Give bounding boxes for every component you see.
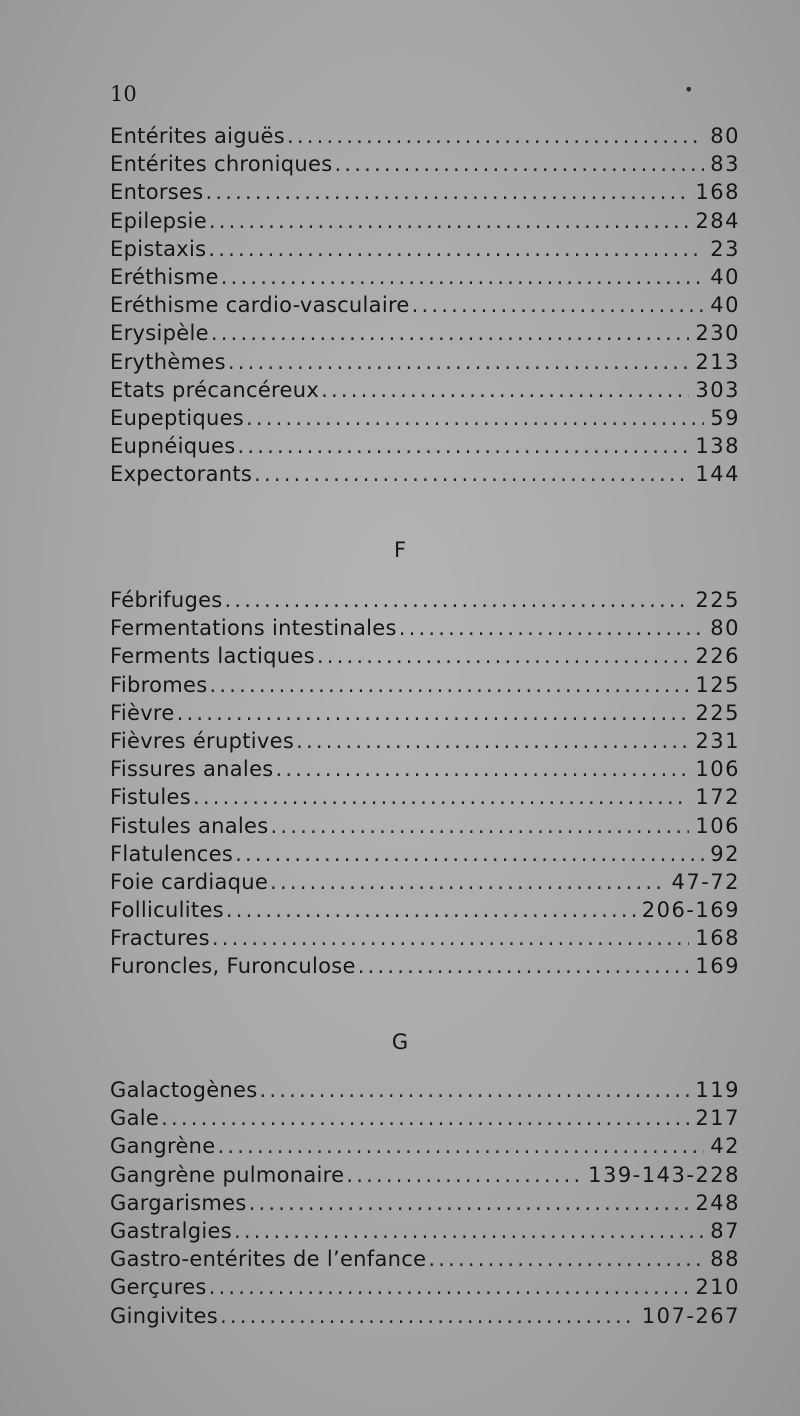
entry-pages: 225 [695, 588, 740, 612]
entry-pages: 23 [710, 236, 740, 261]
index-entry [110, 152, 740, 180]
index-entry [110, 954, 740, 982]
entry-term: Gale [110, 1106, 160, 1131]
leader-dots [208, 237, 704, 261]
entry-pages: 59 [710, 405, 740, 430]
entry-pages: 119 [695, 1078, 740, 1102]
entry-pages: 87 [710, 1218, 740, 1243]
leader-dots [235, 842, 704, 866]
entry-term: Gargarismes [110, 1190, 247, 1215]
entry-pages: 168 [695, 926, 740, 951]
index-entry [110, 814, 740, 842]
entry-term: Fièvres éruptives [110, 728, 295, 753]
index-entry [110, 1219, 740, 1247]
entry-term: Eupeptiques [110, 405, 245, 430]
index-entry [110, 1247, 740, 1275]
entry-pages: 80 [710, 616, 740, 641]
index-entry [110, 350, 740, 378]
entry-term: Gangrène pulmonaire [110, 1162, 345, 1187]
leader-dots [260, 1078, 690, 1102]
leader-dots [220, 1304, 636, 1328]
leader-dots [287, 124, 704, 148]
entry-pages: 172 [695, 785, 740, 810]
leader-dots [234, 1219, 704, 1243]
leader-dots [399, 616, 705, 640]
leader-dots [335, 152, 705, 176]
entry-pages: 92 [710, 841, 740, 866]
leader-dots [209, 209, 689, 233]
leader-dots [270, 870, 665, 894]
entry-pages: 47-72 [671, 869, 740, 894]
entry-pages: 40 [710, 264, 740, 289]
entry-term: Gangrène [110, 1134, 216, 1159]
leader-dots [225, 588, 690, 612]
entry-list [110, 124, 740, 490]
section-heading: G [391, 1030, 409, 1054]
index-entry [110, 378, 740, 406]
leader-dots [237, 434, 689, 458]
index-entry [110, 729, 740, 757]
entry-pages: 284 [695, 208, 740, 233]
leader-dots [228, 350, 690, 374]
index-entry [110, 293, 740, 321]
entry-pages: 83 [710, 152, 740, 177]
entry-term: Gingivites [110, 1303, 218, 1328]
leader-dots [249, 1191, 690, 1215]
leader-dots [412, 293, 705, 317]
entry-pages: 144 [695, 462, 740, 487]
index-entry [110, 1106, 740, 1134]
index-entry [110, 434, 740, 462]
index-entry [110, 1275, 740, 1303]
entry-pages: 88 [710, 1247, 740, 1272]
leader-dots [177, 701, 690, 725]
index-entry [110, 124, 740, 152]
entry-term: Fistules anales [110, 813, 269, 838]
index-entry [110, 616, 740, 644]
entry-pages: 217 [695, 1106, 740, 1131]
leader-dots [206, 180, 690, 204]
entry-pages: 106 [695, 757, 740, 782]
index-entry [110, 1163, 740, 1191]
entry-term: Ferments lactiques [110, 644, 315, 669]
entry-pages: 303 [695, 377, 740, 402]
index-entry [110, 842, 740, 870]
entry-term: Foie cardiaque [110, 869, 269, 894]
entry-term: Erythèmes [110, 349, 226, 374]
leader-dots [346, 1163, 582, 1187]
leader-dots [209, 1275, 690, 1299]
entry-term: Furoncles, Furonculose [110, 954, 356, 979]
entry-term: Fébrifuges [110, 588, 223, 612]
index-entry [110, 1134, 740, 1162]
leader-dots [276, 757, 690, 781]
entry-term: Gastro-entérites de l’enfance [110, 1247, 427, 1272]
leader-dots [254, 462, 689, 486]
index-entry [110, 1304, 740, 1332]
entry-term: Etats précancéreux [110, 377, 320, 402]
entry-pages: 80 [710, 124, 740, 148]
index-entry [110, 673, 740, 701]
entry-term: Fermentations intestinales [110, 616, 397, 641]
entry-pages: 248 [695, 1190, 740, 1215]
entry-pages: 230 [695, 321, 740, 346]
entry-term: Gerçures [110, 1275, 207, 1300]
index-entry [110, 588, 740, 616]
index-entry [110, 237, 740, 265]
entry-term: Galactogènes [110, 1078, 258, 1102]
entry-term: Epilepsie [110, 208, 207, 233]
section-heading: F [393, 538, 407, 562]
entry-term: Fièvre [110, 700, 175, 725]
entry-pages: 138 [695, 434, 740, 459]
leader-dots [211, 321, 690, 345]
entry-term: Eupnéiques [110, 434, 236, 459]
entry-term: Entérites chroniques [110, 152, 333, 177]
index-entry [110, 209, 740, 237]
index-entry [110, 870, 740, 898]
page-number: 10 [110, 82, 137, 106]
entry-list [110, 588, 740, 983]
leader-dots [212, 926, 690, 950]
entry-pages: 106 [695, 813, 740, 838]
index-entry [110, 180, 740, 208]
entry-term: Folliculites [110, 898, 224, 923]
leader-dots [221, 265, 705, 289]
index-entry [110, 462, 740, 490]
leader-dots [193, 785, 689, 809]
leader-dots [246, 406, 704, 430]
index-entry [110, 644, 740, 672]
leader-dots [270, 814, 689, 838]
entry-pages: 226 [695, 644, 740, 669]
index-entry [110, 785, 740, 813]
entry-term: Erysipèle [110, 321, 209, 346]
entry-term: Fissures anales [110, 757, 274, 782]
index-entry [110, 898, 740, 926]
leader-dots [296, 729, 689, 753]
leader-dots [218, 1134, 705, 1158]
leader-dots [317, 644, 690, 668]
entry-pages: 213 [695, 349, 740, 374]
entry-pages: 125 [695, 672, 740, 697]
entry-pages: 169 [695, 954, 740, 979]
leader-dots [209, 673, 689, 697]
entry-term: Fistules [110, 785, 191, 810]
entry-pages: 42 [710, 1134, 740, 1159]
index-entry [110, 406, 740, 434]
entry-pages: 225 [695, 700, 740, 725]
entry-pages: 210 [695, 1275, 740, 1300]
entry-pages: 168 [695, 180, 740, 205]
entry-pages: 139-143-228 [588, 1162, 740, 1187]
entry-list [110, 1078, 740, 1332]
entry-term: Expectorants [110, 462, 253, 487]
leader-dots [161, 1106, 689, 1130]
entry-term: Entérites aiguës [110, 124, 285, 148]
index-entry [110, 701, 740, 729]
leader-dots [226, 898, 636, 922]
leader-dots [358, 954, 690, 978]
index-entry [110, 1191, 740, 1219]
entry-pages: 40 [710, 293, 740, 318]
entry-term: Eréthisme [110, 264, 219, 289]
entry-term: Fractures [110, 926, 210, 951]
index-entry [110, 321, 740, 349]
entry-term: Gastralgies [110, 1218, 232, 1243]
entry-term: Fibromes [110, 672, 208, 697]
index-entry [110, 926, 740, 954]
entry-pages: 206-169 [641, 898, 740, 923]
entry-term: Eréthisme cardio-vasculaire [110, 293, 410, 318]
leader-dots [428, 1247, 704, 1271]
index-entry [110, 1078, 740, 1106]
index-entry [110, 757, 740, 785]
entry-pages: 107-267 [641, 1303, 740, 1328]
entry-pages: 231 [695, 728, 740, 753]
index-entry [110, 265, 740, 293]
entry-term: Epistaxis [110, 236, 207, 261]
stray-ink-mark: • [684, 80, 694, 99]
leader-dots [321, 378, 689, 402]
entry-term: Entorses [110, 180, 204, 205]
entry-term: Flatulences [110, 841, 234, 866]
